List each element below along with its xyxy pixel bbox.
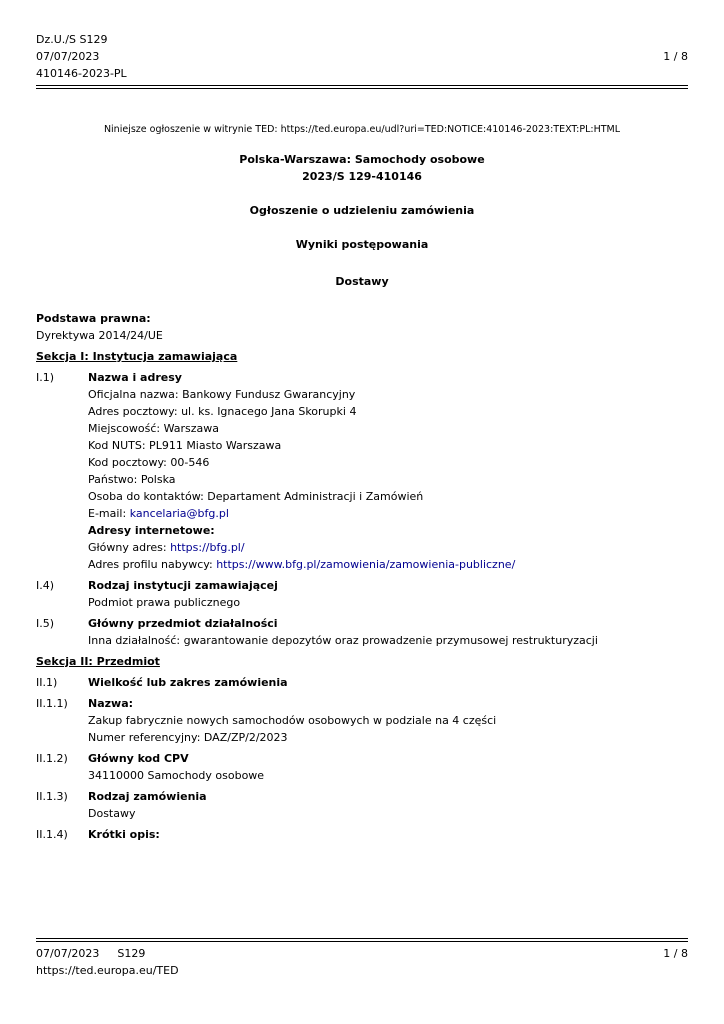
legal-basis-label: Podstawa prawna: [36,312,151,325]
item-title: Główny przedmiot działalności [88,617,278,630]
item-title: Krótki opis: [88,828,160,841]
contract-kind-line: Dostawy [88,807,136,820]
document-body [0,121,724,843]
postal-code-line: Kod pocztowy: 00-546 [88,456,210,469]
item-value: Inna działalność: gwarantowanie depozytów oraz prowadzenie przymusowej restrukturyzacji [88,634,598,647]
item-title: Rodzaj instytucji zamawiającej [88,579,278,592]
contact-person-line: Osoba do kontaktów: Departament Administracji i Zamówień [88,490,424,503]
footer-page-indicator: 1 / 8 [663,947,688,960]
item-title: Nazwa i adresy [88,371,182,384]
notice-id: 410146-2023-PL [36,67,127,80]
buyer-profile-label: Adres profilu nabywcy: [88,558,217,571]
nuts-code-line: Kod NUTS: PL911 Miasto Warszawa [88,439,282,452]
item-title: Nazwa: [88,697,134,710]
email-line [88,505,688,522]
main-address-link[interactable]: https://bfg.pl/ [170,541,245,554]
legal-basis-value: Dyrektywa 2014/24/UE [36,329,163,342]
item-number: II.1.3) [36,790,68,803]
country-line: Państwo: Polska [88,473,176,486]
item-number: I.4) [36,579,55,592]
page-indicator: 1 / 8 [663,50,688,63]
section-item-ii1 [36,674,688,691]
reference-number-line: Numer referencyjny: DAZ/ZP/2/2023 [88,731,288,744]
item-number: II.1) [36,676,58,689]
journal-reference: Dz.U./S S129 [36,33,108,46]
city-line: Miejscowość: Warszawa [88,422,220,435]
buyer-profile-line [88,556,688,573]
section-2-heading: Sekcja II: Przedmiot [36,655,160,668]
footer-divider [36,938,688,942]
ojs-number: 2023/S 129-410146 [302,170,422,183]
header-divider [36,85,688,89]
item-number: I.1) [36,371,55,384]
section-item-ii11 [36,695,688,746]
main-address-label: Główny adres: [88,541,171,554]
internet-addresses-heading: Adresy internetowe: [88,524,215,537]
item-value: Podmiot prawa publicznego [88,596,241,609]
item-number: II.1.4) [36,828,68,841]
footer-issue: S129 [117,947,146,960]
section-item-i1 [36,369,688,573]
item-title: Rodzaj zamówienia [88,790,207,803]
item-number: II.1.2) [36,752,68,765]
footer-meta-line [36,945,688,962]
document-footer [36,938,688,979]
ted-site-link[interactable]: https://ted.europa.eu/TED [36,964,179,977]
footer-date: 07/07/2023 [36,947,100,960]
results-heading: Wyniki postępowania [295,238,429,251]
item-title: Wielkość lub zakres zamówienia [88,676,288,689]
notice-type-heading: Ogłoszenie o udzieleniu zamówienia [249,204,475,217]
cpv-code-line: 34110000 Samochody osobowe [88,769,265,782]
notice-title: Polska-Warszawa: Samochody osobowe [239,153,485,166]
contract-type-heading: Dostawy [335,275,389,288]
ted-notice-line: Niniejsze ogłoszenie w witrynie TED: https://ted.europa.eu/udl?uri=TED:NOTICE:410146-2023:TEXT:PL:HTML [103,124,621,135]
item-title: Główny kod CPV [88,752,189,765]
official-name-line: Oficjalna nazwa: Bankowy Fundusz Gwarancyjny [88,388,356,401]
email-link[interactable]: kancelaria@bfg.pl [129,507,229,520]
section-item-ii12 [36,750,688,784]
section-1-heading: Sekcja I: Instytucja zamawiająca [36,350,238,363]
section-item-i5 [36,615,688,649]
main-address-line [88,539,688,556]
section-item-ii13 [36,788,688,822]
publication-date: 07/07/2023 [36,50,100,63]
email-label: E-mail: [88,507,130,520]
contract-name-line: Zakup fabrycznie nowych samochodów osobowych w podziale na 4 części [88,714,497,727]
section-item-i4 [36,577,688,611]
document-header [0,0,724,89]
footer-url-line [36,962,688,979]
buyer-profile-link[interactable]: https://www.bfg.pl/zamowienia/zamowienia-publiczne/ [216,558,516,571]
item-number: I.5) [36,617,55,630]
section-item-ii14 [36,826,688,843]
item-number: II.1.1) [36,697,68,710]
postal-address-line: Adres pocztowy: ul. ks. Ignacego Jana Skorupki 4 [88,405,357,418]
